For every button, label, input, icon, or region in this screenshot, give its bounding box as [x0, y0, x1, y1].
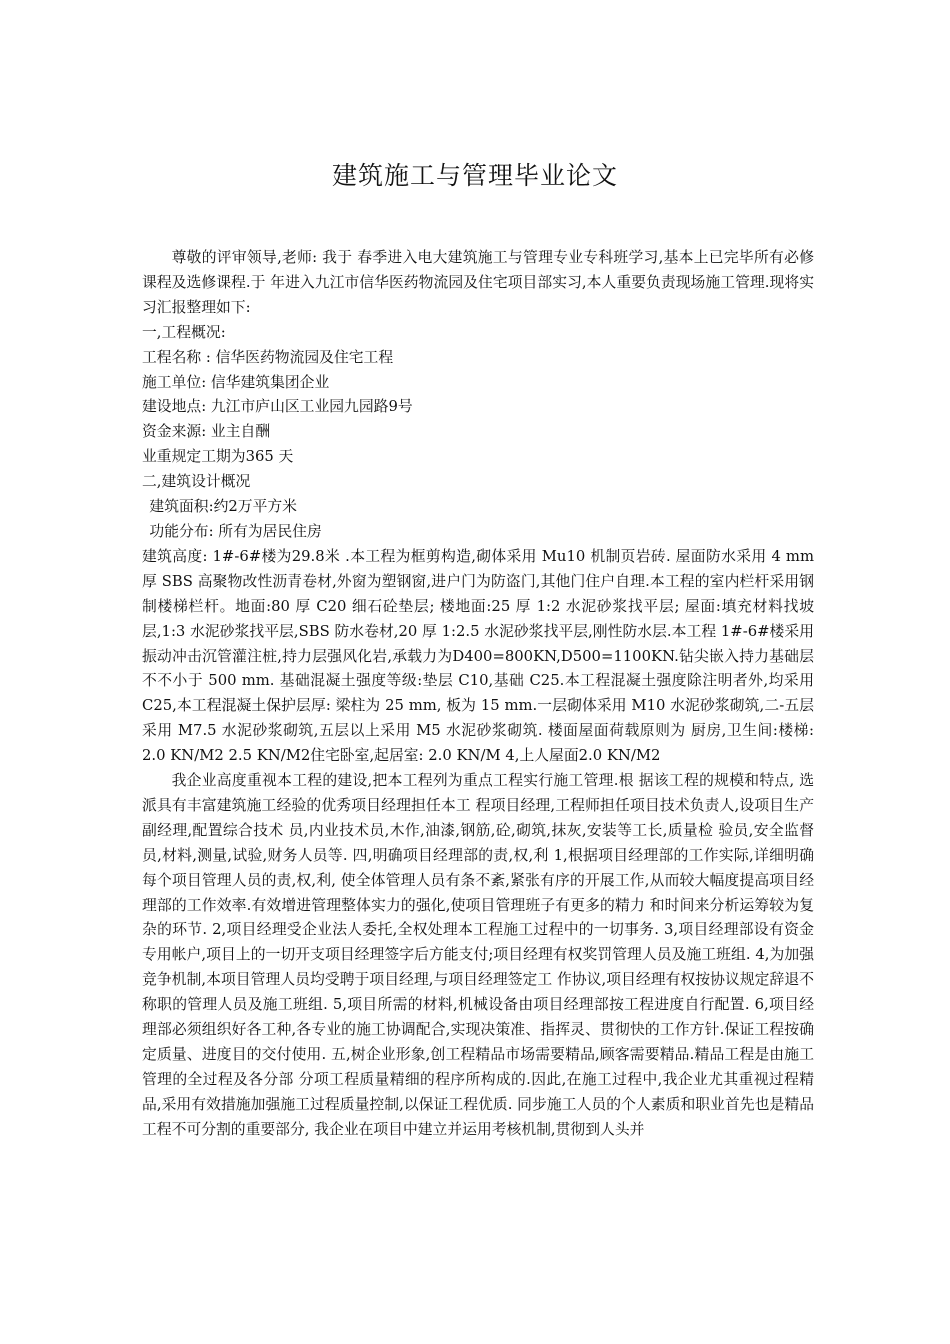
area-line: 建筑面积:约2万平方米: [149, 498, 297, 516]
duration-line: 业重规定工期为365 天: [142, 448, 294, 466]
project-name-line: 工程名称 : 信华医药物流园及住宅工程: [142, 348, 394, 366]
section-heading-design: 二,建筑设计概况: [142, 473, 251, 491]
management-paragraph: 我企业高度重视本工程的建设,把本工程列为重点工程实行施工管理.根 据该工程的规模和特点, 选派具有丰富建筑施工经验的优秀项目经理担任本工 程项目经理,工程师担任项目技术负责人,设项目生产副经理,配置综合技术 员,内业技术员,木作,油漆,钢筋,砼,砌筑,抹灰,安装等工长,质量检 验员,安全监督员,材料,测量,试验,财务人员等. 四,明确项目经理部的责,权,利 1,根据项目经理部的工作实际,详细明确每个项目管理人员的责,权,利, 使全体管理人员有条不紊,紧张有序的开展工作,从而较大幅度提高项目经理部的工作效率.有效增进管理整体实力的强化,使项目管理班子有更多的精力 和时间来分析运筹较为复杂的环节. 2,项目经理受企业法人委托,全权处理本工程施工过程中的一切事务. 3,项目经理部设有资金专用帐户,项目上的一切开支项目经理签字后方能支付;项目经理有权奖罚管理人员及施工班组. 4,为加强竞争机制,本项目管理人员均受聘于项目经理,与项目经理签定工 作协议,项目经理有权按协议规定辞退不称职的管理人员及施工班组. 5,项目所需的材料,机械设备由项目经理部按工程进度自行配置. 6,项目经理部必须组织好各工种,各专业的施工协调配合,实现决策准、指挥灵、贯彻快的工作方针.保证工程按确定质量、进度目的交付使用. 五,树企业形象,创工程精品市场需要精品,顾客需要精品.精品工程是由施工管理的全过程及各分部 分项工程质量精细的程序所构成的.因此,在施工过程中,我企业尤其重视过程精品,采用有效措施加强施工过程质量控制,以保证工程优质. 同步施工人员的个人素质和职业首先也是精品工程不可分割的重要部分, 我企业在项目中建立并运用考核机制,贯彻到人头并: [142, 772, 814, 1138]
location-line: 建设地点: 九江市庐山区工业园九园路9号: [142, 398, 413, 416]
design-paragraph: 建筑高度: 1#-6#楼为29.8米 .本工程为框剪构造,砌体采用 Mu10 机制页岩砖. 屋面防水采用 4 mm厚 SBS 高聚物改性沥青卷材,外窗为塑钢窗,进户门为防盗门,其他门住户自理.本工程的室内栏杆采用钢制楼梯栏杆。地面:80 厚 C20 细石砼垫层; 楼地面:25 厚 1:2 水泥砂浆找平层; 屋面:填充材料找坡层,1:3 水泥砂浆找平层,SBS 防水卷材,20 厚 1:2.5 水泥砂浆找平层,刚性防水层.本工程 1#-6#楼采用振动冲击沉管灌注桩,持力层强风化岩,承载力为D400=800KN,D500=1100KN.钻尖嵌入持力基础层不不小于 500 mm. 基础混凝土强度等级:垫层 C10,基础 C25.本工程混凝土强度除注明者外,均采用 C25,本工程混凝土保护层厚: 梁柱为 25 mm, 板为 15 mm.一层砌体采用 M10 水泥砂浆砌筑,二-五层采用 M7.5 水泥砂浆砌筑,五层以上采用 M5 水泥砂浆砌筑. 楼面屋面荷载原则为 厨房,卫生间:楼梯: 2.0 KN/M2 2.5 KN/M2住宅卧室,起居室: 2.0 KN/M 4,上人屋面2.0 KN/M2: [142, 547, 814, 765]
function-line: 功能分布: 所有为居民住房: [149, 522, 322, 540]
intro-paragraph: 尊敬的评审领导,老师: 我于 春季进入电大建筑施工与管理专业专科班学习,基本上已完毕所有必修课程及选修课程.于 年进入九江市信华医药物流园及住宅项目部实习,本人重要负责现场施工管理.现将实习汇报整理如下:: [142, 249, 814, 316]
funding-line: 资金来源: 业主自酬: [142, 423, 271, 441]
construction-unit-line: 施工单位: 信华建筑集团企业: [142, 373, 330, 391]
document-body: [142, 246, 814, 1143]
section-heading-overview: 一,工程概况:: [142, 323, 226, 341]
document-title: 建筑施工与管理毕业论文: [331, 161, 618, 190]
